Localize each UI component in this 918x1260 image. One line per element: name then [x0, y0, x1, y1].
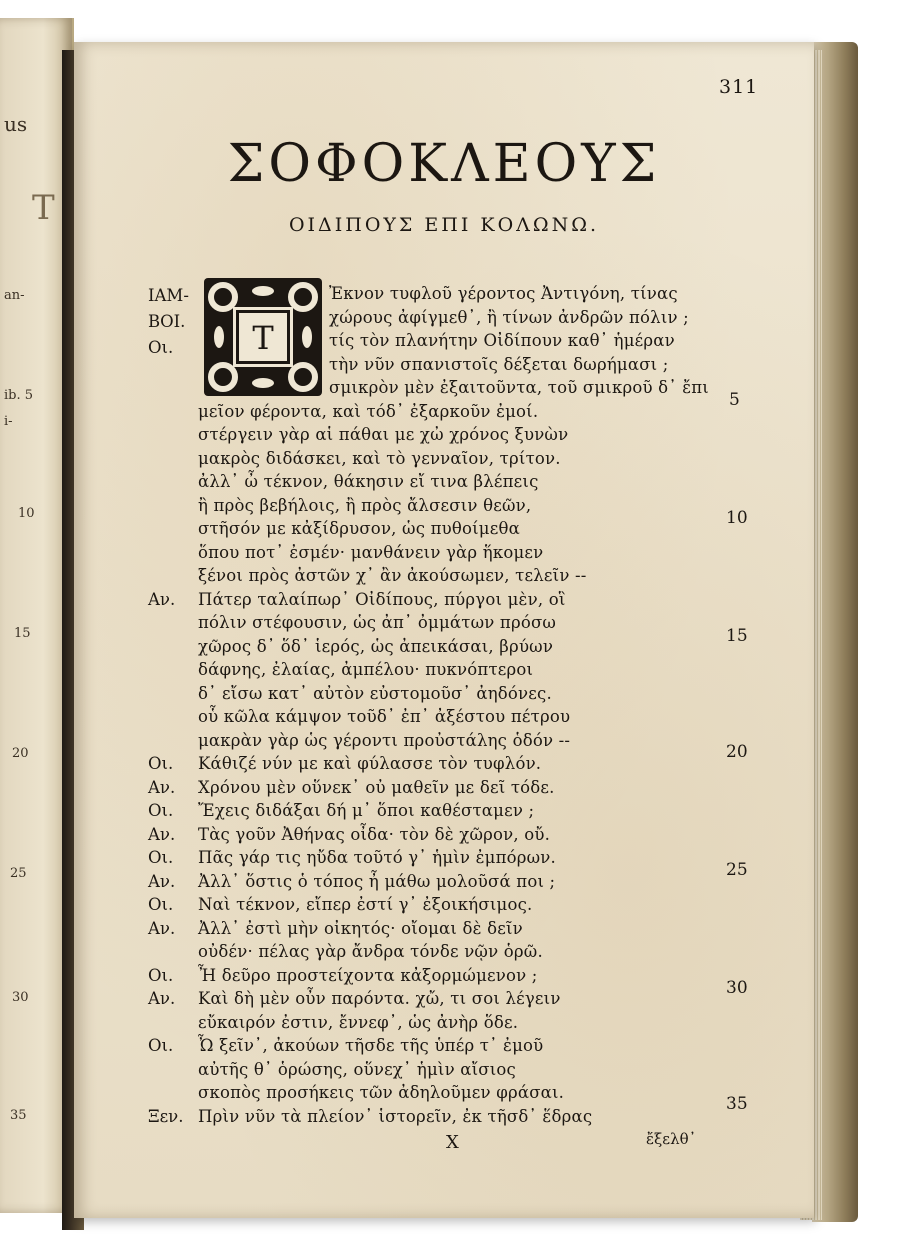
- line-number: 35: [726, 1094, 748, 1114]
- verse-line: τίς τὸν πλανήτην Οἰδίπουν καθ᾽ ἡμέραν: [329, 331, 675, 350]
- verse-line: μακρὰν γὰρ ὡς γέροντι προὐστάλης ὁδόν --: [198, 730, 571, 750]
- left-page-line-number: 35: [10, 1108, 27, 1123]
- speaker-label: Αν.: [148, 777, 176, 797]
- verse-line: Τὰς γοῦν Ἀθήνας οἶδα· τὸν δὲ χῶρον, οὔ.: [198, 824, 551, 844]
- line-number: 5: [729, 390, 740, 410]
- left-page-line-number: 25: [10, 866, 27, 881]
- speaker-label: Οι.: [148, 754, 174, 773]
- line-number: 20: [726, 742, 748, 762]
- speaker-label: Οι.: [148, 965, 174, 985]
- speaker-label: Οι.: [148, 848, 174, 867]
- recto-page: [74, 42, 814, 1218]
- verse-line: στῆσόν με κἀξίδρυσον, ὡς πυθοίμεθα: [198, 519, 520, 538]
- left-page-line-number: 10: [18, 506, 35, 521]
- line-number: 30: [726, 978, 748, 998]
- verse-line: Καὶ δὴ μὲν οὖν παρόντα. χὤ, τι σοι λέγειν: [198, 989, 561, 1008]
- speaker-label: Αν.: [148, 589, 176, 609]
- line-number: 25: [726, 860, 748, 880]
- verse-line: οὐδέν· πέλας γὰρ ἄνδρα τόνδε νῷν ὁρῶ.: [198, 942, 543, 961]
- speaker-label: Αν.: [148, 989, 176, 1008]
- line-number: 10: [726, 508, 748, 528]
- verse-line: ξένοι πρὸς ἀστῶν χ᾽ ἂν ἀκούσωμεν, τελεῖν --: [198, 566, 587, 585]
- signature-mark: X: [446, 1132, 459, 1153]
- speaker-label: Αν.: [148, 824, 176, 844]
- left-page-fragment: us: [4, 112, 28, 136]
- verse-line: Ναὶ τέκνον, εἴπερ ἐστί γ᾽ ἐξοικήσιμος.: [198, 895, 533, 914]
- verse-line: χώρους ἀφίγμεθ᾽, ἢ τίνων ἀνδρῶν πόλιν ;: [329, 307, 689, 327]
- left-page-fragment: an-: [4, 288, 25, 303]
- verse-line: εὔκαιρόν ἐστιν, ἔννεφ᾽, ὡς ἀνὴρ ὅδε.: [198, 1012, 519, 1032]
- verse-line: σκοπὸς προσήκεις τῶν ἀδηλοῦμεν φράσαι.: [198, 1083, 565, 1102]
- left-page-fragment: ib. 5: [4, 388, 34, 403]
- verse-line: χῶρος δ᾽ ὅδ᾽ ἱερός, ὡς ἀπεικάσαι, βρύων: [198, 636, 554, 656]
- verse-line: ἀλλ᾽ ὦ τέκνον, θάκησιν εἴ τινα βλέπεις: [198, 472, 539, 491]
- verse-line: δ᾽ εἴσω κατ᾽ αὐτὸν εὐστομοῦσ᾽ ἀηδόνες.: [198, 683, 552, 703]
- verse-line: Πάτερ ταλαίπωρ᾽ Οἰδίπους, πύργοι μὲν, οἳ: [198, 589, 566, 609]
- speaker-label: Αν.: [148, 871, 176, 891]
- verse-line: αὐτῆς θ᾽ ὁρώσης, οὕνεχ᾽ ἡμὶν αἴσιος: [198, 1059, 516, 1079]
- verse-line: ὅπου ποτ᾽ ἐσμέν· μανθάνειν γὰρ ἥκομεν: [198, 542, 544, 562]
- verse-line: στέργειν γὰρ αἱ πάθαι με χὠ χρόνος ξυνὼν: [198, 425, 569, 444]
- verse-line: Κάθιζέ νύν με καὶ φύλασσε τὸν τυφλόν.: [198, 754, 542, 773]
- speaker-label: Οι.: [148, 1036, 174, 1055]
- catchword: ἔξελθ᾽: [646, 1130, 697, 1148]
- drop-capital: T: [236, 310, 290, 364]
- verse-line: πόλιν στέφουσιν, ὡς ἀπ᾽ ὀμμάτων πρόσω: [198, 613, 557, 632]
- verse-line: μακρὸς διδάσκει, καὶ τὸ γενναῖον, τρίτον.: [198, 448, 561, 468]
- speaker-label: Αν.: [148, 918, 176, 938]
- speaker-label: Οι.: [148, 801, 174, 820]
- speaker-label: Ξεν.: [148, 1106, 184, 1126]
- page-title: ΣΟΦΟΚΛΕΟΥΣ: [227, 134, 661, 194]
- verse-line: Ὦ ξεῖν᾽, ἀκούων τῆσδε τῆς ὑπέρ τ᾽ ἐμοῦ: [198, 1036, 544, 1055]
- verse-line: ἢ πρὸς βεβήλοις, ἢ πρὸς ἄλσεσιν θεῶν,: [198, 495, 532, 515]
- verse-line: μεῖον φέροντα, καὶ τόδ᾽ ἐξαρκοῦν ἐμοί.: [198, 401, 539, 421]
- heading-label: Οι.: [148, 338, 174, 357]
- verse-line: τὴν νῦν σπανιστοῖς δέξεται δωρήμασι ;: [329, 354, 669, 374]
- page-number: 311: [719, 76, 759, 98]
- left-page-fragment: i-: [4, 414, 13, 429]
- verse-line: Ἦ δεῦρο προστείχοντα κἀξορμώμενον ;: [198, 965, 538, 985]
- verse-line: σμικρὸν μὲν ἐξαιτοῦντα, τοῦ σμικροῦ δ᾽ ἔπι: [329, 378, 709, 397]
- verse-line: Χρόνου μὲν οὕνεκ᾽ οὐ μαθεῖν με δεῖ τόδε.: [198, 777, 555, 797]
- left-page-line-number: 30: [12, 990, 29, 1005]
- play-subtitle: ΟΙΔΙΠΟΥΣ ΕΠΙ ΚΟΛΩΝΩ.: [288, 214, 600, 236]
- verse-line: Ἀλλ᾽ ἐστὶ μὴν οἰκητός· οἴομαι δὲ δεῖν: [198, 918, 523, 938]
- speaker-label: Οι.: [148, 895, 174, 914]
- verse-line: οὗ κῶλα κάμψον τοῦδ᾽ ἐπ᾽ ἀξέστου πέτρου: [198, 707, 571, 726]
- decorated-initial-ornament: [204, 278, 322, 396]
- left-page-line-number: 15: [14, 626, 31, 641]
- verse-line: Ἀλλ᾽ ὅστις ὁ τόπος ἦ μάθω μολοῦσά ποι ;: [198, 871, 556, 891]
- left-page-line-number: 20: [12, 746, 29, 761]
- verse-line: Ἐκνον τυφλοῦ γέροντος Ἀντιγόνη, τίνας: [329, 284, 678, 303]
- verse-line: δάφνης, ἐλαίας, ἀμπέλου· πυκνόπτεροι: [198, 660, 534, 679]
- line-number: 15: [726, 626, 748, 646]
- heading-label: ΙΑΜ-: [148, 286, 189, 305]
- verse-line: Πᾶς γάρ τις ηὔδα τοῦτό γ᾽ ἡμὶν ἐμπόρων.: [198, 848, 556, 867]
- heading-label: ΒΟΙ.: [148, 312, 186, 331]
- left-page-fragment: T: [32, 188, 55, 228]
- verse-line: Πρὶν νῦν τὰ πλείον᾽ ἱστορεῖν, ἐκ τῆσδ᾽ ἕδρας: [198, 1106, 593, 1126]
- verse-line: Ἔχεις διδάξαι δή μ᾽ ὅποι καθέσταμεν ;: [198, 801, 535, 820]
